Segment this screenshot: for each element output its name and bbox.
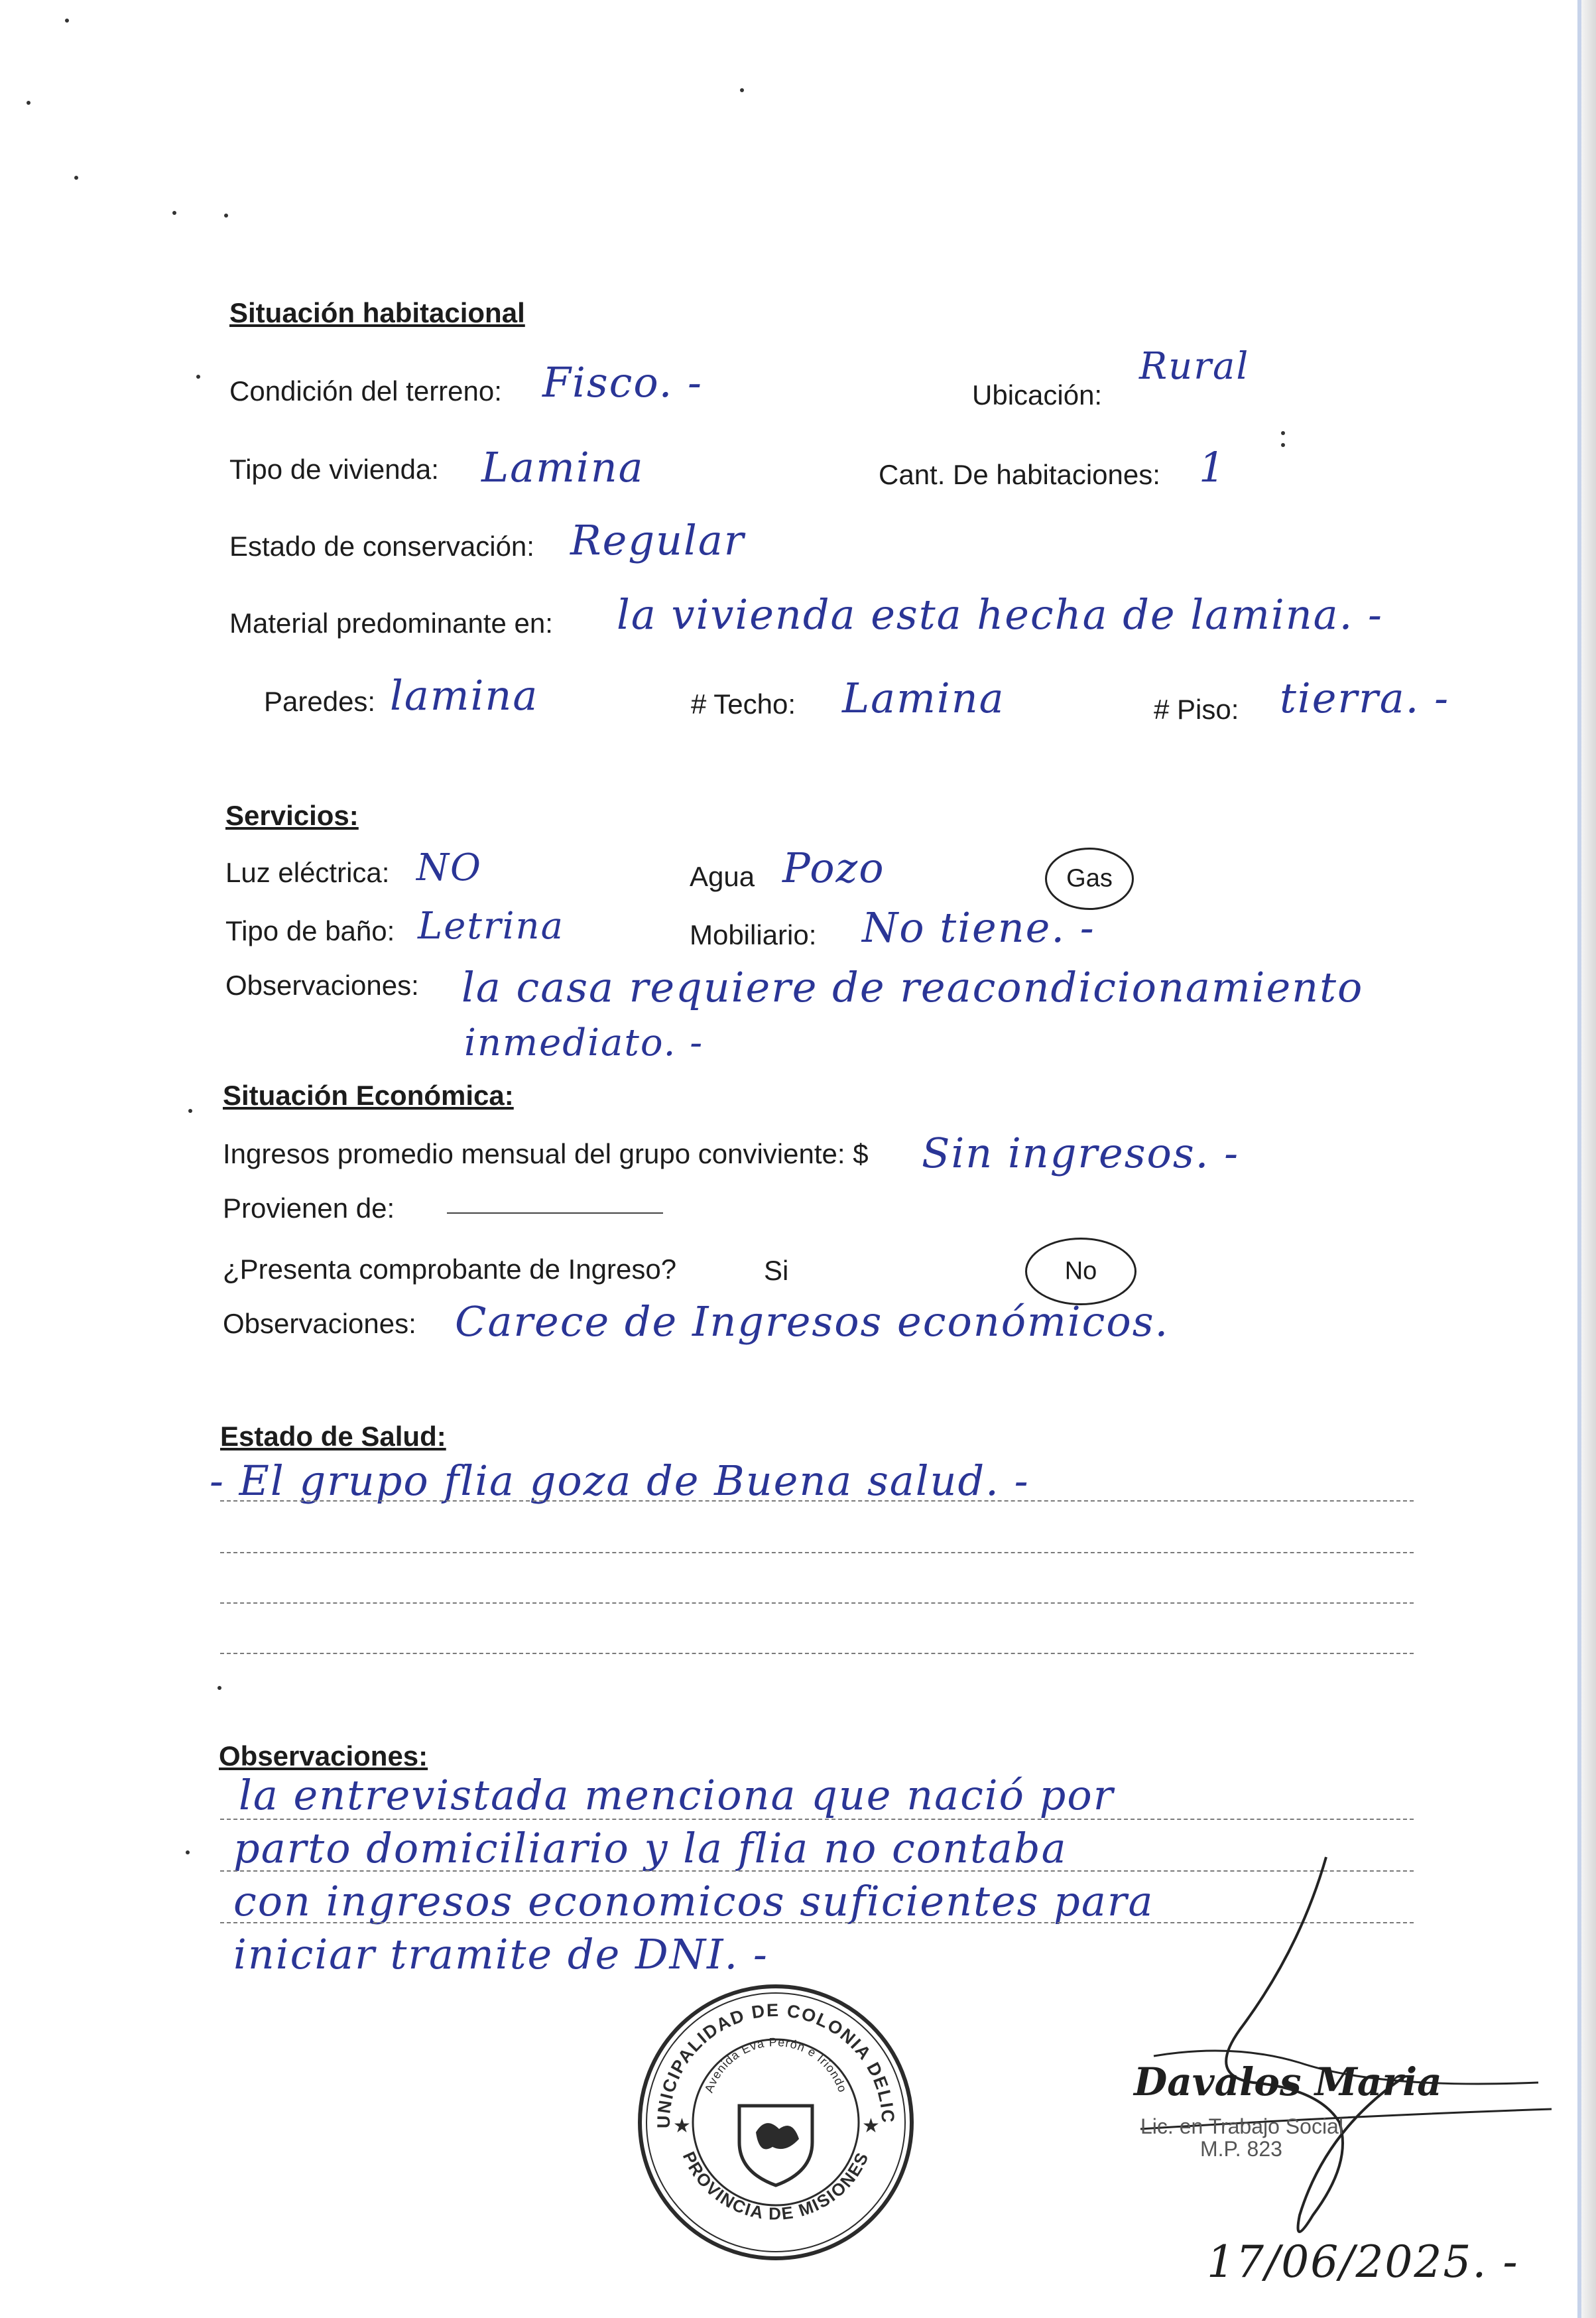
signature-license: M.P. 823 (1200, 2137, 1282, 2161)
water-value: Pozo (782, 844, 885, 892)
proof-no-option: No (1064, 1257, 1097, 1285)
speck (172, 211, 176, 215)
conservation-value: Regular (570, 516, 745, 564)
proof-label: ¿Presenta comprobante de Ingreso? (223, 1254, 677, 1285)
section-title-observations: Observaciones: (219, 1740, 428, 1771)
light-value: NO (416, 846, 482, 889)
location-value: Rural (1139, 345, 1250, 388)
terrain-value: Fisco. - (542, 358, 703, 407)
conservation-label: Estado de conservación: (229, 531, 534, 562)
services-obs-label: Observaciones: (225, 970, 419, 1001)
dotted-line (220, 1552, 1414, 1553)
gas-option-circled (1045, 848, 1134, 910)
speck (1281, 431, 1285, 435)
economic-obs-label: Observaciones: (223, 1308, 416, 1339)
material-label: Material predominante en: (229, 608, 553, 639)
income-value: Sin ingresos. - (922, 1129, 1240, 1177)
stamp-seal-graphic (633, 1980, 918, 2265)
floor-label: # Piso: (1154, 694, 1239, 725)
speck (74, 176, 78, 180)
proof-no-circled (1025, 1238, 1136, 1305)
section-title-housing: Situación habitacional (229, 297, 525, 328)
furniture-label: Mobiliario: (690, 919, 817, 950)
speck (196, 375, 200, 379)
observations-line1: la entrevistada menciona que nació por (239, 1771, 1115, 1819)
signature-name: Davalos Maria (1134, 2059, 1442, 2104)
speck (740, 88, 744, 92)
speck (1281, 443, 1285, 447)
svg-text:PROVINCIA DE MISIONES: PROVINCIA DE MISIONES (678, 2148, 873, 2224)
floor-value: tierra. - (1280, 674, 1450, 722)
speck (186, 1850, 190, 1854)
income-label: Ingresos promedio mensual del grupo conviviente: $ (223, 1138, 869, 1169)
services-obs-line2: inmediato. - (464, 1021, 704, 1064)
speck (188, 1109, 192, 1113)
handwritten-date: 17/06/2025. - (1207, 2236, 1519, 2287)
speck (65, 19, 69, 23)
municipal-stamp (633, 1980, 918, 2265)
bath-value: Letrina (418, 905, 564, 948)
terrain-label: Condición del terreno: (229, 375, 502, 407)
dwelling-label: Tipo de vivienda: (229, 454, 439, 485)
scan-edge-shadow (1581, 0, 1596, 2318)
roof-value: Lamina (842, 674, 1005, 722)
proof-yes-option: Si (764, 1255, 789, 1286)
services-obs-line1: la casa requiere de reacondicionamiento (461, 963, 1364, 1011)
observations-line3: con ingresos economicos suficientes para (233, 1877, 1154, 1925)
dwelling-value: Lamina (481, 443, 645, 491)
gas-option-label: Gas (1066, 864, 1113, 893)
location-label: Ubicación: (972, 379, 1103, 411)
walls-value: lamina (390, 671, 539, 720)
section-title-economic: Situación Económica: (223, 1080, 514, 1111)
svg-text:★: ★ (862, 2115, 880, 2137)
economic-obs-value: Carece de Ingresos económicos. (455, 1297, 1170, 1346)
source-label: Provienen de: (223, 1192, 395, 1224)
speck (27, 101, 31, 105)
dotted-line (220, 1500, 1414, 1502)
rooms-label: Cant. De habitaciones: (879, 459, 1160, 490)
speck (224, 214, 228, 218)
rooms-value: 1 (1199, 443, 1227, 491)
svg-text:MUNICIPALIDAD DE COLONIA DELIC: UNICIPALIDAD DE COLONIA DELIC (653, 2000, 898, 2129)
svg-text:Avenida Eva Perón e Iriondo: Avenida Eva Perón e Iriondo (702, 2035, 850, 2094)
health-line1: - El grupo flia goza de Buena salud. - (210, 1456, 1030, 1505)
bath-label: Tipo de baño: (225, 915, 395, 946)
material-value: la vivienda esta hecha de lamina. - (617, 590, 1383, 639)
svg-text:★: ★ (673, 2115, 691, 2137)
dotted-line (220, 1653, 1414, 1654)
section-title-health: Estado de Salud: (220, 1421, 446, 1452)
section-title-services: Servicios: (225, 800, 359, 831)
water-label: Agua (690, 861, 755, 892)
observations-line4: iniciar tramite de DNI. - (233, 1930, 768, 1978)
furniture-value: No tiene. - (862, 903, 1095, 952)
dotted-line (220, 1819, 1414, 1820)
dotted-line (220, 1602, 1414, 1604)
observations-line2: parto domiciliario y la flia no contaba (233, 1824, 1068, 1872)
source-blank-line (447, 1212, 663, 1214)
walls-label: Paredes: (264, 686, 376, 717)
signature-title: Lic. en Trabajo Social (1140, 2114, 1343, 2138)
light-label: Luz eléctrica: (225, 857, 390, 888)
roof-label: # Techo: (691, 688, 796, 720)
speck (217, 1686, 221, 1690)
